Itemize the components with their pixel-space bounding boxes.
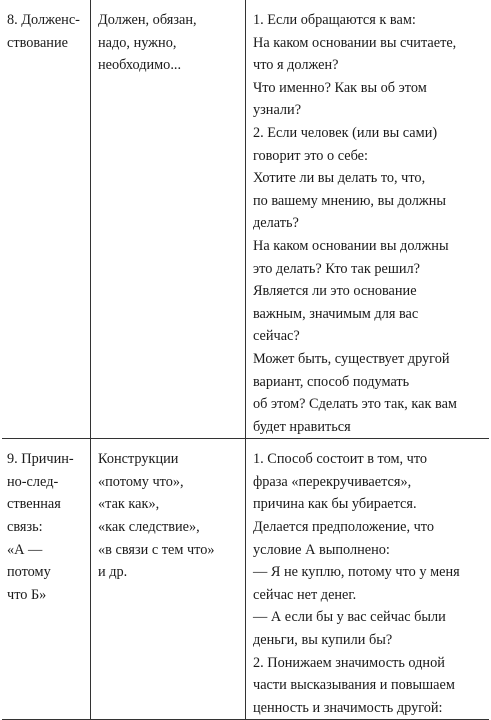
questions-cell <box>246 439 490 720</box>
text-line: ценность и значимость другой: <box>253 699 443 716</box>
text-line: важным, значимым для вас <box>253 305 419 322</box>
text-line: об этом? Сделать это так, как вам <box>253 396 457 413</box>
text-line: вариант, способ подумать <box>253 373 410 390</box>
table-row <box>2 0 489 439</box>
text-line: — Я не куплю, потому что у меня <box>253 564 460 581</box>
text-line: «так как», <box>98 496 160 513</box>
text-line: На каком основании вы должны <box>253 237 449 254</box>
row-title-cell <box>2 0 91 439</box>
text-line: и др. <box>98 564 128 581</box>
text-line: Конструкции <box>98 451 179 468</box>
text-line: 8. Долженс- <box>7 12 80 28</box>
text-line: надо, нужно, <box>98 34 177 51</box>
text-line: 2. Понижаем значимость одной <box>253 654 445 671</box>
text-line: потому <box>7 564 51 581</box>
questions-text <box>246 0 489 438</box>
text-line: фраза «перекручивается», <box>253 473 412 490</box>
techniques-table <box>2 0 489 720</box>
text-line: Делается предположение, что <box>253 519 435 536</box>
text-line: 9. Причин- <box>7 451 74 468</box>
markers-cell <box>91 0 246 439</box>
markers-text <box>91 439 245 584</box>
text-line: но-след- <box>7 473 59 490</box>
text-line: деньги, вы купили бы? <box>253 632 393 649</box>
text-line: сейчас нет денег. <box>253 586 357 603</box>
text-line: Что именно? Как вы об этом <box>253 79 427 96</box>
row-title-cell <box>2 439 91 720</box>
text-line: причина как бы убирается. <box>253 496 417 513</box>
text-line: Является ли это основание <box>253 283 417 300</box>
text-line: сейчас? <box>253 328 300 345</box>
text-line: «потому что», <box>98 473 184 490</box>
text-line: Должен, обязан, <box>98 12 197 28</box>
text-line: 2. Если человек (или вы сами) <box>253 124 438 141</box>
text-line: 1. Если обращаются к вам: <box>253 12 416 28</box>
row-title <box>2 0 90 54</box>
text-line: ствование <box>7 34 68 51</box>
text-line: Хотите ли вы делать то, что, <box>253 170 426 187</box>
text-line: что я должен? <box>253 57 339 74</box>
text-line: условие А выполнено: <box>253 541 390 558</box>
text-line: делать? <box>253 215 299 232</box>
text-line: части высказывания и повышаем <box>253 677 455 694</box>
text-line: что Б» <box>7 586 47 603</box>
questions-cell <box>246 0 490 439</box>
questions-text <box>246 439 489 719</box>
table-row <box>2 439 489 720</box>
markers-text <box>91 0 245 77</box>
text-line: На каком основании вы считаете, <box>253 34 457 51</box>
text-line: 1. Способ состоит в том, что <box>253 451 428 468</box>
text-line: говорит это о себе: <box>253 147 368 164</box>
text-line: «в связи с тем что» <box>98 541 215 558</box>
text-line: «как следствие», <box>98 519 200 536</box>
row-title <box>2 439 90 606</box>
text-line: будет нравиться <box>253 418 351 435</box>
text-line: Может быть, существует другой <box>253 350 450 367</box>
markers-cell <box>91 439 246 720</box>
text-line: узнали? <box>253 102 302 119</box>
text-line: связь: <box>7 519 43 536</box>
text-line: это делать? Кто так решил? <box>253 260 421 277</box>
text-line: необходимо... <box>98 57 182 74</box>
text-line: ственная <box>7 496 61 513</box>
text-line: — А если бы у вас сейчас были <box>253 609 446 626</box>
text-line: «А — <box>7 541 43 558</box>
text-line: по вашему мнению, вы должны <box>253 192 447 209</box>
